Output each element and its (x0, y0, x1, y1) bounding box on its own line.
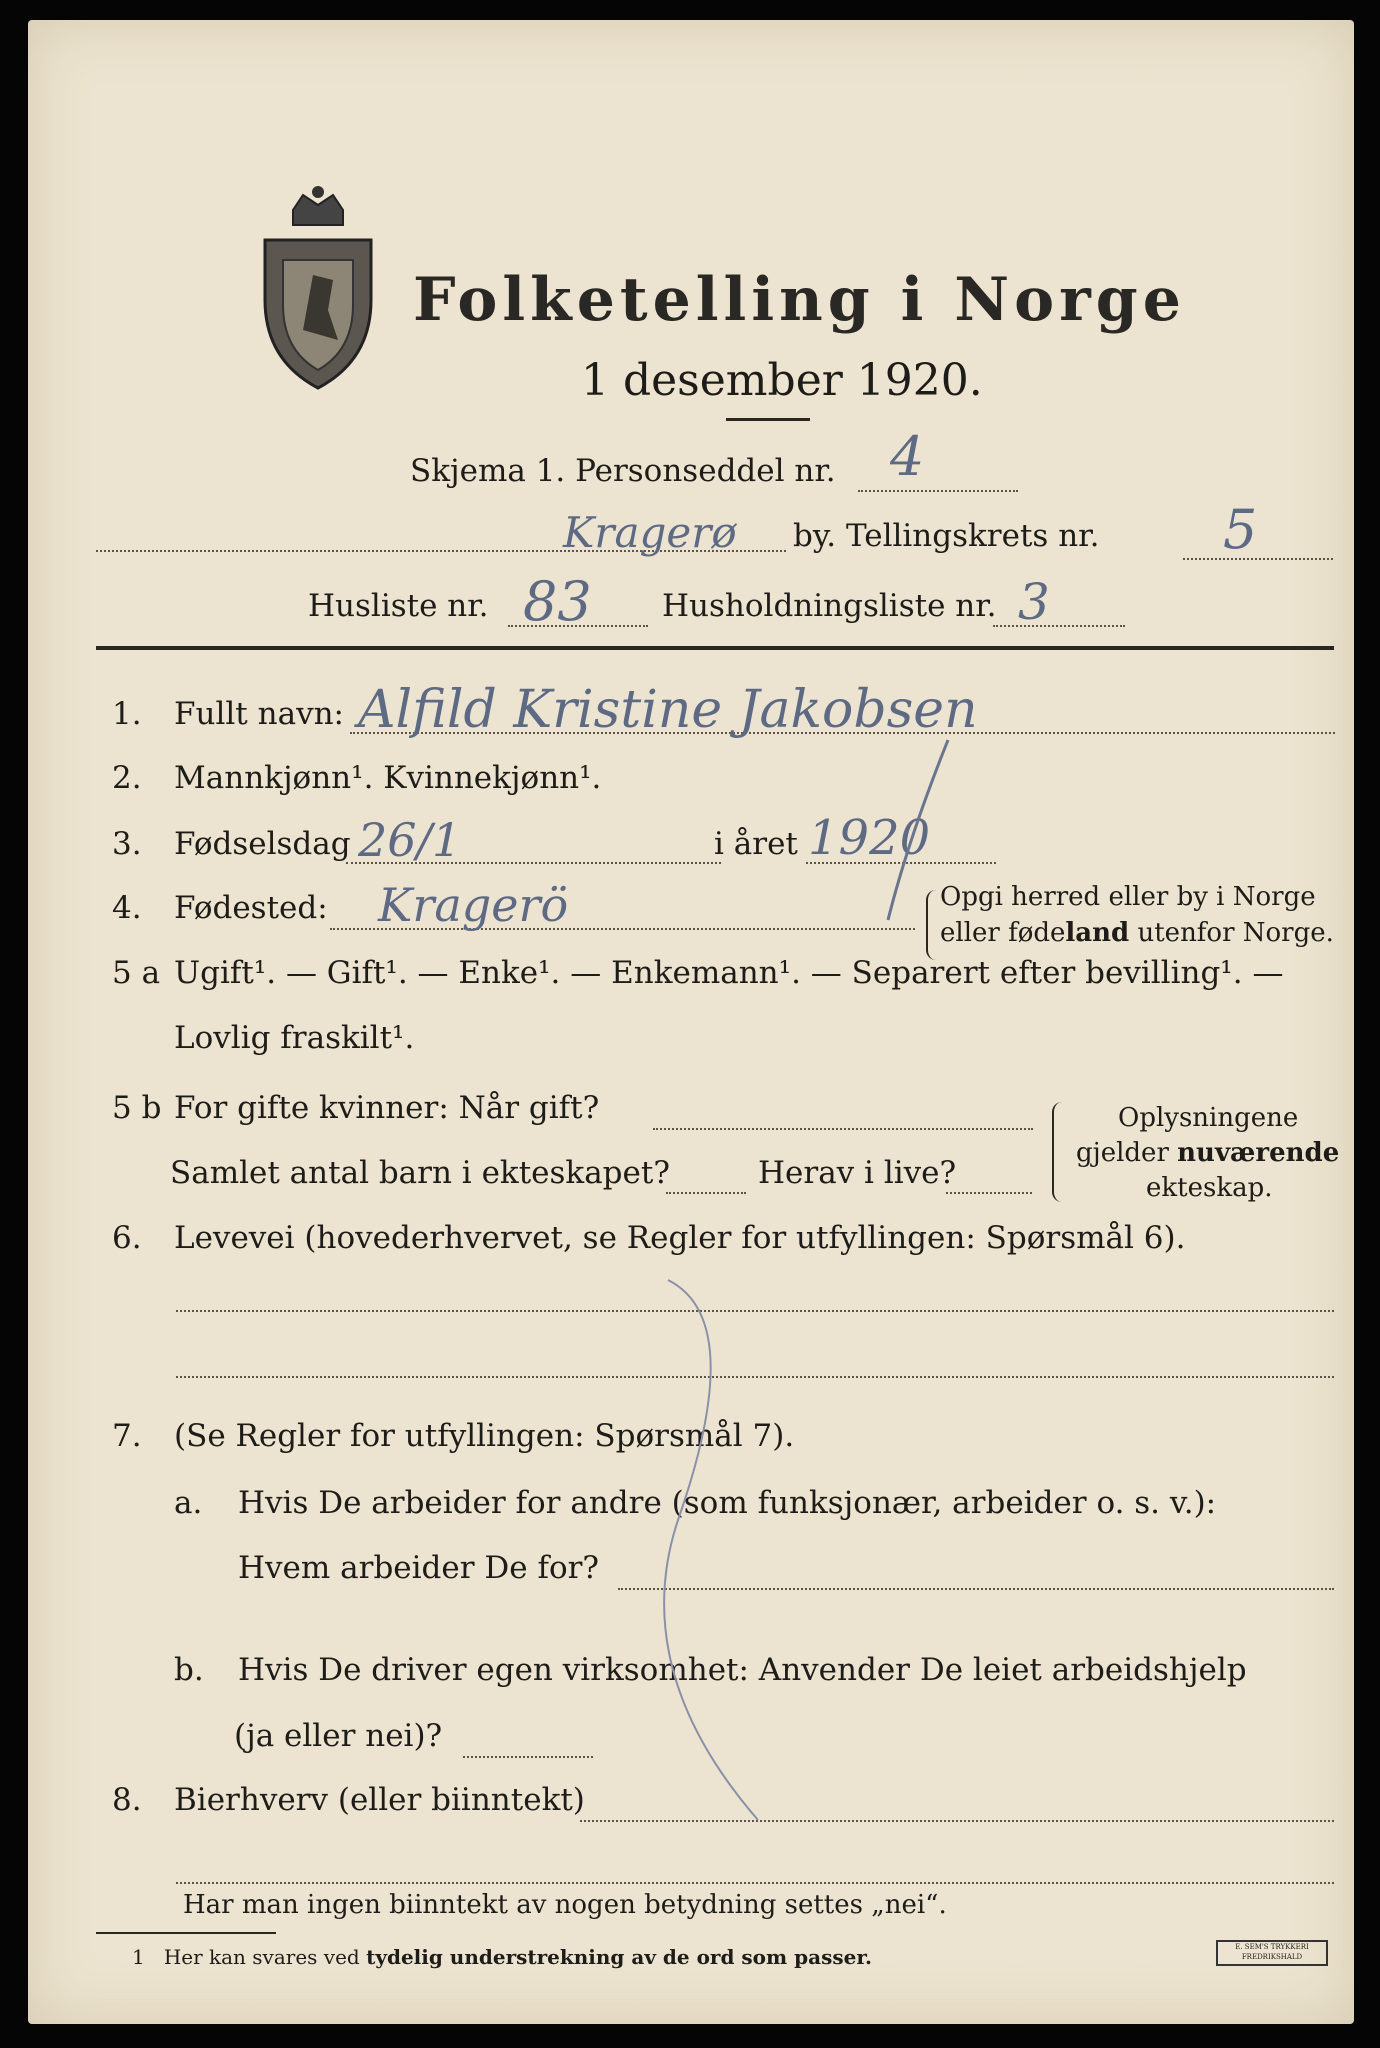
q8-label: Bierhverv (eller biinntekt) (174, 1782, 585, 1818)
q2-label: Mannkjønn¹. Kvinnekjønn¹. (174, 760, 602, 796)
q5b-number: 5 b (112, 1090, 162, 1126)
husliste-label: Husliste nr. (308, 588, 489, 624)
printer-stamp: E. SEM'S TRYKKERI FREDRIKSHALD (1216, 1940, 1328, 1966)
income-note: Har man ingen biinntekt av nogen betydning settes „nei“. (183, 1890, 947, 1920)
q7b-letter: b. (174, 1652, 204, 1688)
form-date: 1 desember 1920. (581, 355, 983, 406)
q3-number: 3. (112, 826, 142, 862)
footnote: 1 Her kan svares ved tydelig understrekning av de ord som passer. (132, 1945, 872, 1969)
husholdningsliste-label: Husholdningsliste nr. (662, 588, 997, 624)
skjema-label: Skjema 1. Personseddel nr. (410, 453, 836, 489)
q5b-children-label: Samlet antal barn i ekteskapet? (170, 1155, 670, 1191)
q5b-label: For gifte kvinner: Når gift? (174, 1090, 600, 1126)
husholdningsliste-value[interactable]: 3 (1018, 573, 1050, 631)
q5a-label-cont: Lovlig fraskilt¹. (174, 1020, 415, 1056)
q3-label: Fødselsdag (174, 826, 351, 862)
q3-year-value[interactable]: 1920 (808, 810, 931, 866)
q2-number: 2. (112, 760, 142, 796)
city-value[interactable]: Kragerø (563, 508, 737, 557)
tellingskrets-label: by. Tellingskrets nr. (793, 518, 1100, 554)
q5b-note-line2: gjelder nuværende (1076, 1138, 1340, 1168)
pen-strokes (28, 20, 1354, 2024)
q3-year-label: i året (714, 826, 798, 862)
q4-note-line1: Opgi herred eller by i Norge (940, 882, 1316, 912)
q1-number: 1. (112, 696, 142, 732)
q4-number: 4. (112, 890, 142, 926)
q7a-sub: Hvem arbeider De for? (238, 1550, 600, 1586)
q4-label: Fødested: (174, 890, 328, 926)
q7-number: 7. (112, 1418, 142, 1454)
q7a-label: Hvis De arbeider for andre (som funksjonær, arbeider o. s. v.): (238, 1485, 1217, 1521)
q7a-letter: a. (174, 1485, 203, 1521)
census-form (28, 20, 1354, 2024)
q5b-alive-label: Herav i live? (758, 1155, 957, 1191)
q1-label: Fullt navn: (174, 696, 344, 732)
q8-number: 8. (112, 1782, 142, 1818)
q6-label: Levevei (hovederhvervet, se Regler for utfyllingen: Spørsmål 6). (174, 1220, 1186, 1256)
q6-number: 6. (112, 1220, 142, 1256)
q7b-sub: (ja eller nei)? (234, 1718, 443, 1754)
q7-label: (Se Regler for utfyllingen: Spørsmål 7). (174, 1418, 795, 1454)
q4-value[interactable]: Kragerö (378, 878, 569, 932)
q3-day-value[interactable]: 26/1 (358, 813, 462, 867)
husliste-value[interactable]: 83 (523, 570, 592, 633)
q5b-note-line1: Oplysningene (1118, 1103, 1299, 1133)
form-title: Folketelling i Norge (413, 265, 1186, 335)
tellingskrets-value[interactable]: 5 (1223, 498, 1258, 561)
q5a-label: Ugift¹. — Gift¹. — Enke¹. — Enkemann¹. — Separert efter bevilling¹. — (174, 955, 1284, 991)
personseddel-value[interactable]: 4 (890, 425, 925, 488)
q5b-note-line3: ekteskap. (1146, 1173, 1273, 1203)
q7b-label: Hvis De driver egen virksomhet: Anvender De leiet arbeidshjelp (238, 1652, 1247, 1688)
q4-note-line2: eller fødeland utenfor Norge. (940, 918, 1334, 948)
q1-value[interactable]: Alfild Kristine Jakobsen (358, 680, 978, 740)
q5a-number: 5 a (112, 955, 161, 991)
